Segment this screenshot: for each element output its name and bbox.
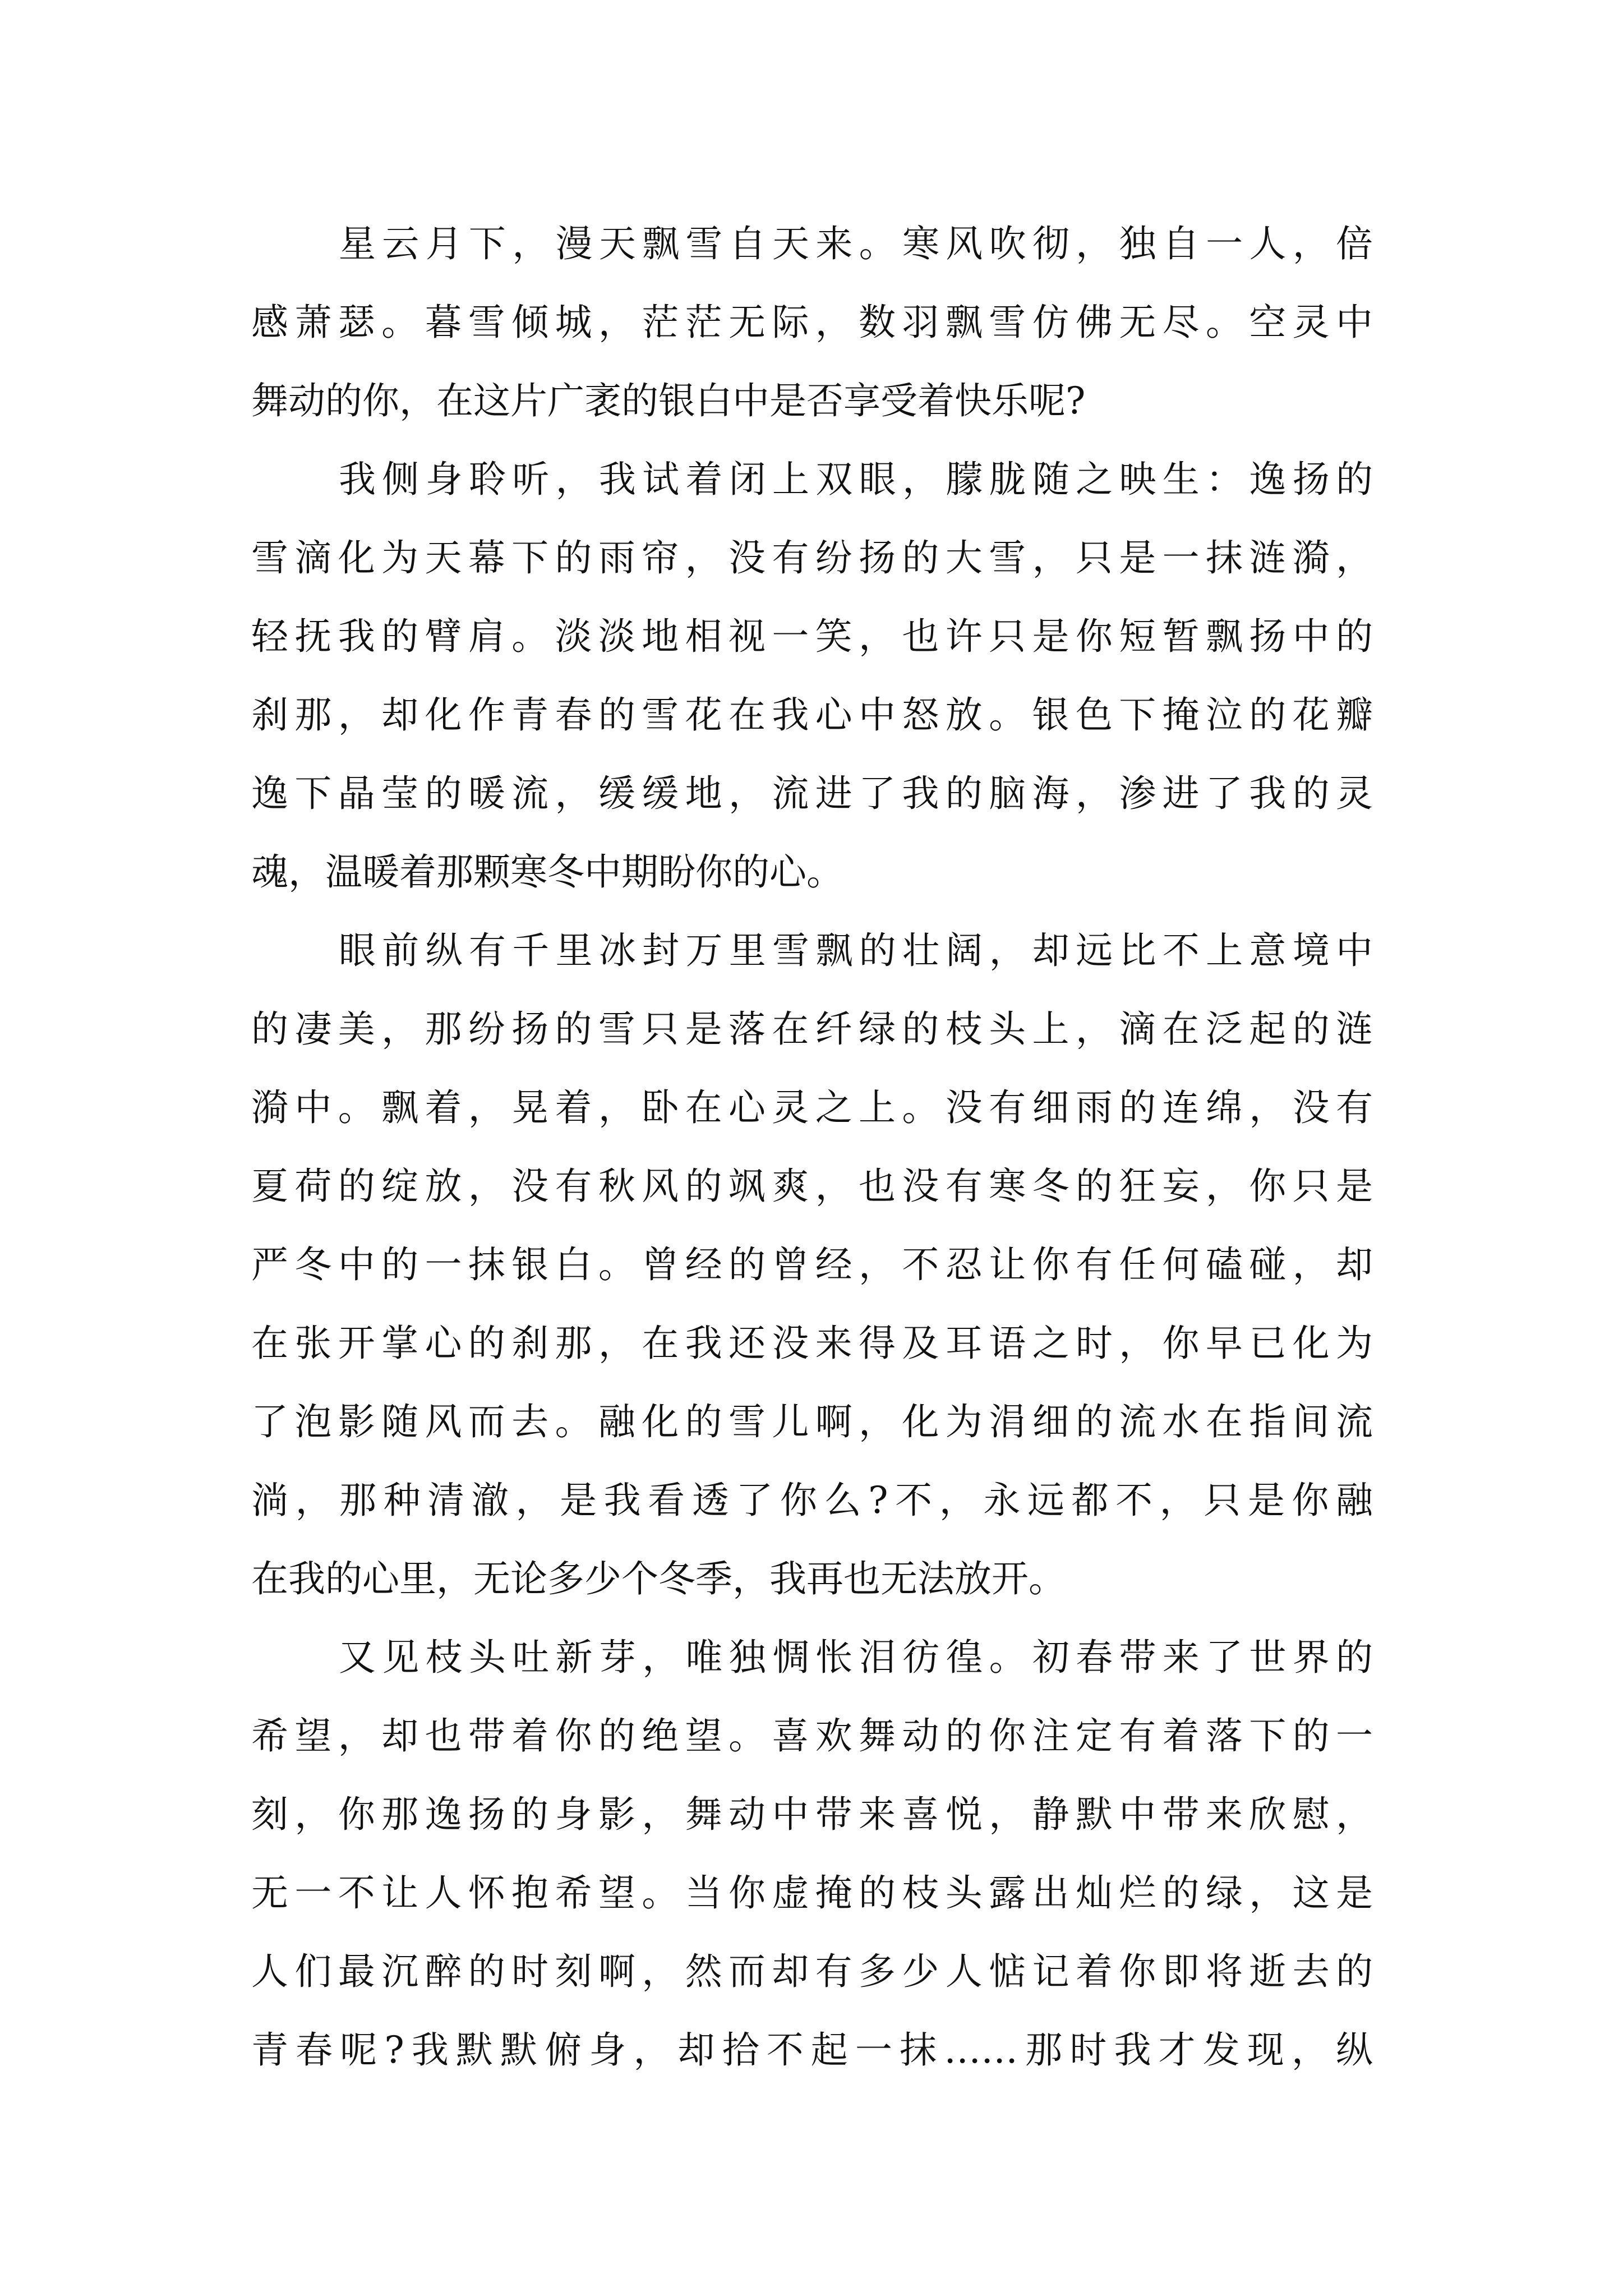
text-line: 轻抚我的臂肩。淡淡地相视一笑，也许只是你短暂飘扬中的 <box>251 615 1373 658</box>
text-line: 逸下晶莹的暖流，缓缓地，流进了我的脑海，渗进了我的灵 <box>251 772 1373 815</box>
text-line: 严冬中的一抹银白。曾经的曾经，不忍让你有任何磕碰，却 <box>251 1243 1373 1286</box>
text-line: 刹那，却化作青春的雪花在我心中怒放。银色下掩泣的花瓣 <box>251 693 1373 737</box>
text-line: 又见枝头吐新芽，唯独惆怅泪彷徨。初春带来了世界的 <box>339 1636 1373 1679</box>
text-line: 淌，那种清澈，是我看透了你么?不，永远都不，只是你融 <box>251 1479 1373 1522</box>
text-line: 感萧瑟。暮雪倾城，茫茫无际，数羽飘雪仿佛无尽。空灵中 <box>251 301 1373 344</box>
text-line: 的凄美，那纷扬的雪只是落在纤绿的枝头上，滴在泛起的涟 <box>251 1007 1373 1051</box>
text-line: 漪中。飘着，晃着，卧在心灵之上。没有细雨的连绵，没有 <box>251 1086 1373 1129</box>
text-line: 魂，温暖着那颗寒冬中期盼你的心。 <box>251 850 843 894</box>
text-line: 刻，你那逸扬的身影，舞动中带来喜悦，静默中带来欣慰， <box>251 1793 1373 1836</box>
text-line: 夏荷的绽放，没有秋风的飒爽，也没有寒冬的狂妄，你只是 <box>251 1165 1373 1208</box>
text-line: 了泡影随风而去。融化的雪儿啊，化为涓细的流水在指间流 <box>251 1400 1373 1443</box>
text-line: 希望，却也带着你的绝望。喜欢舞动的你注定有着落下的一 <box>251 1714 1373 1757</box>
text-line: 舞动的你，在这片广袤的银白中是否享受着快乐呢? <box>251 379 1086 422</box>
text-line: 星云月下，漫天飘雪自天来。寒风吹彻，独自一人，倍 <box>339 222 1373 265</box>
text-line: 无一不让人怀抱希望。当你虚掩的枝头露出灿烂的绿，这是 <box>251 1871 1373 1915</box>
text-line: 我侧身聆听，我试着闭上双眼，朦胧随之映生：逸扬的 <box>339 458 1373 501</box>
text-line: 在我的心里，无论多少个冬季，我再也无法放开。 <box>251 1557 1066 1600</box>
text-line: 眼前纵有千里冰封万里雪飘的壮阔，却远比不上意境中 <box>339 929 1373 972</box>
text-line: 雪滴化为天幕下的雨帘，没有纷扬的大雪，只是一抹涟漪， <box>251 536 1373 579</box>
text-line: 青春呢?我默默俯身，却拾不起一抹……那时我才发现，纵 <box>251 2028 1373 2072</box>
text-line: 人们最沉醉的时刻啊，然而却有多少人惦记着你即将逝去的 <box>251 1950 1373 1993</box>
text-line: 在张开掌心的刹那，在我还没来得及耳语之时，你早已化为 <box>251 1322 1373 1365</box>
